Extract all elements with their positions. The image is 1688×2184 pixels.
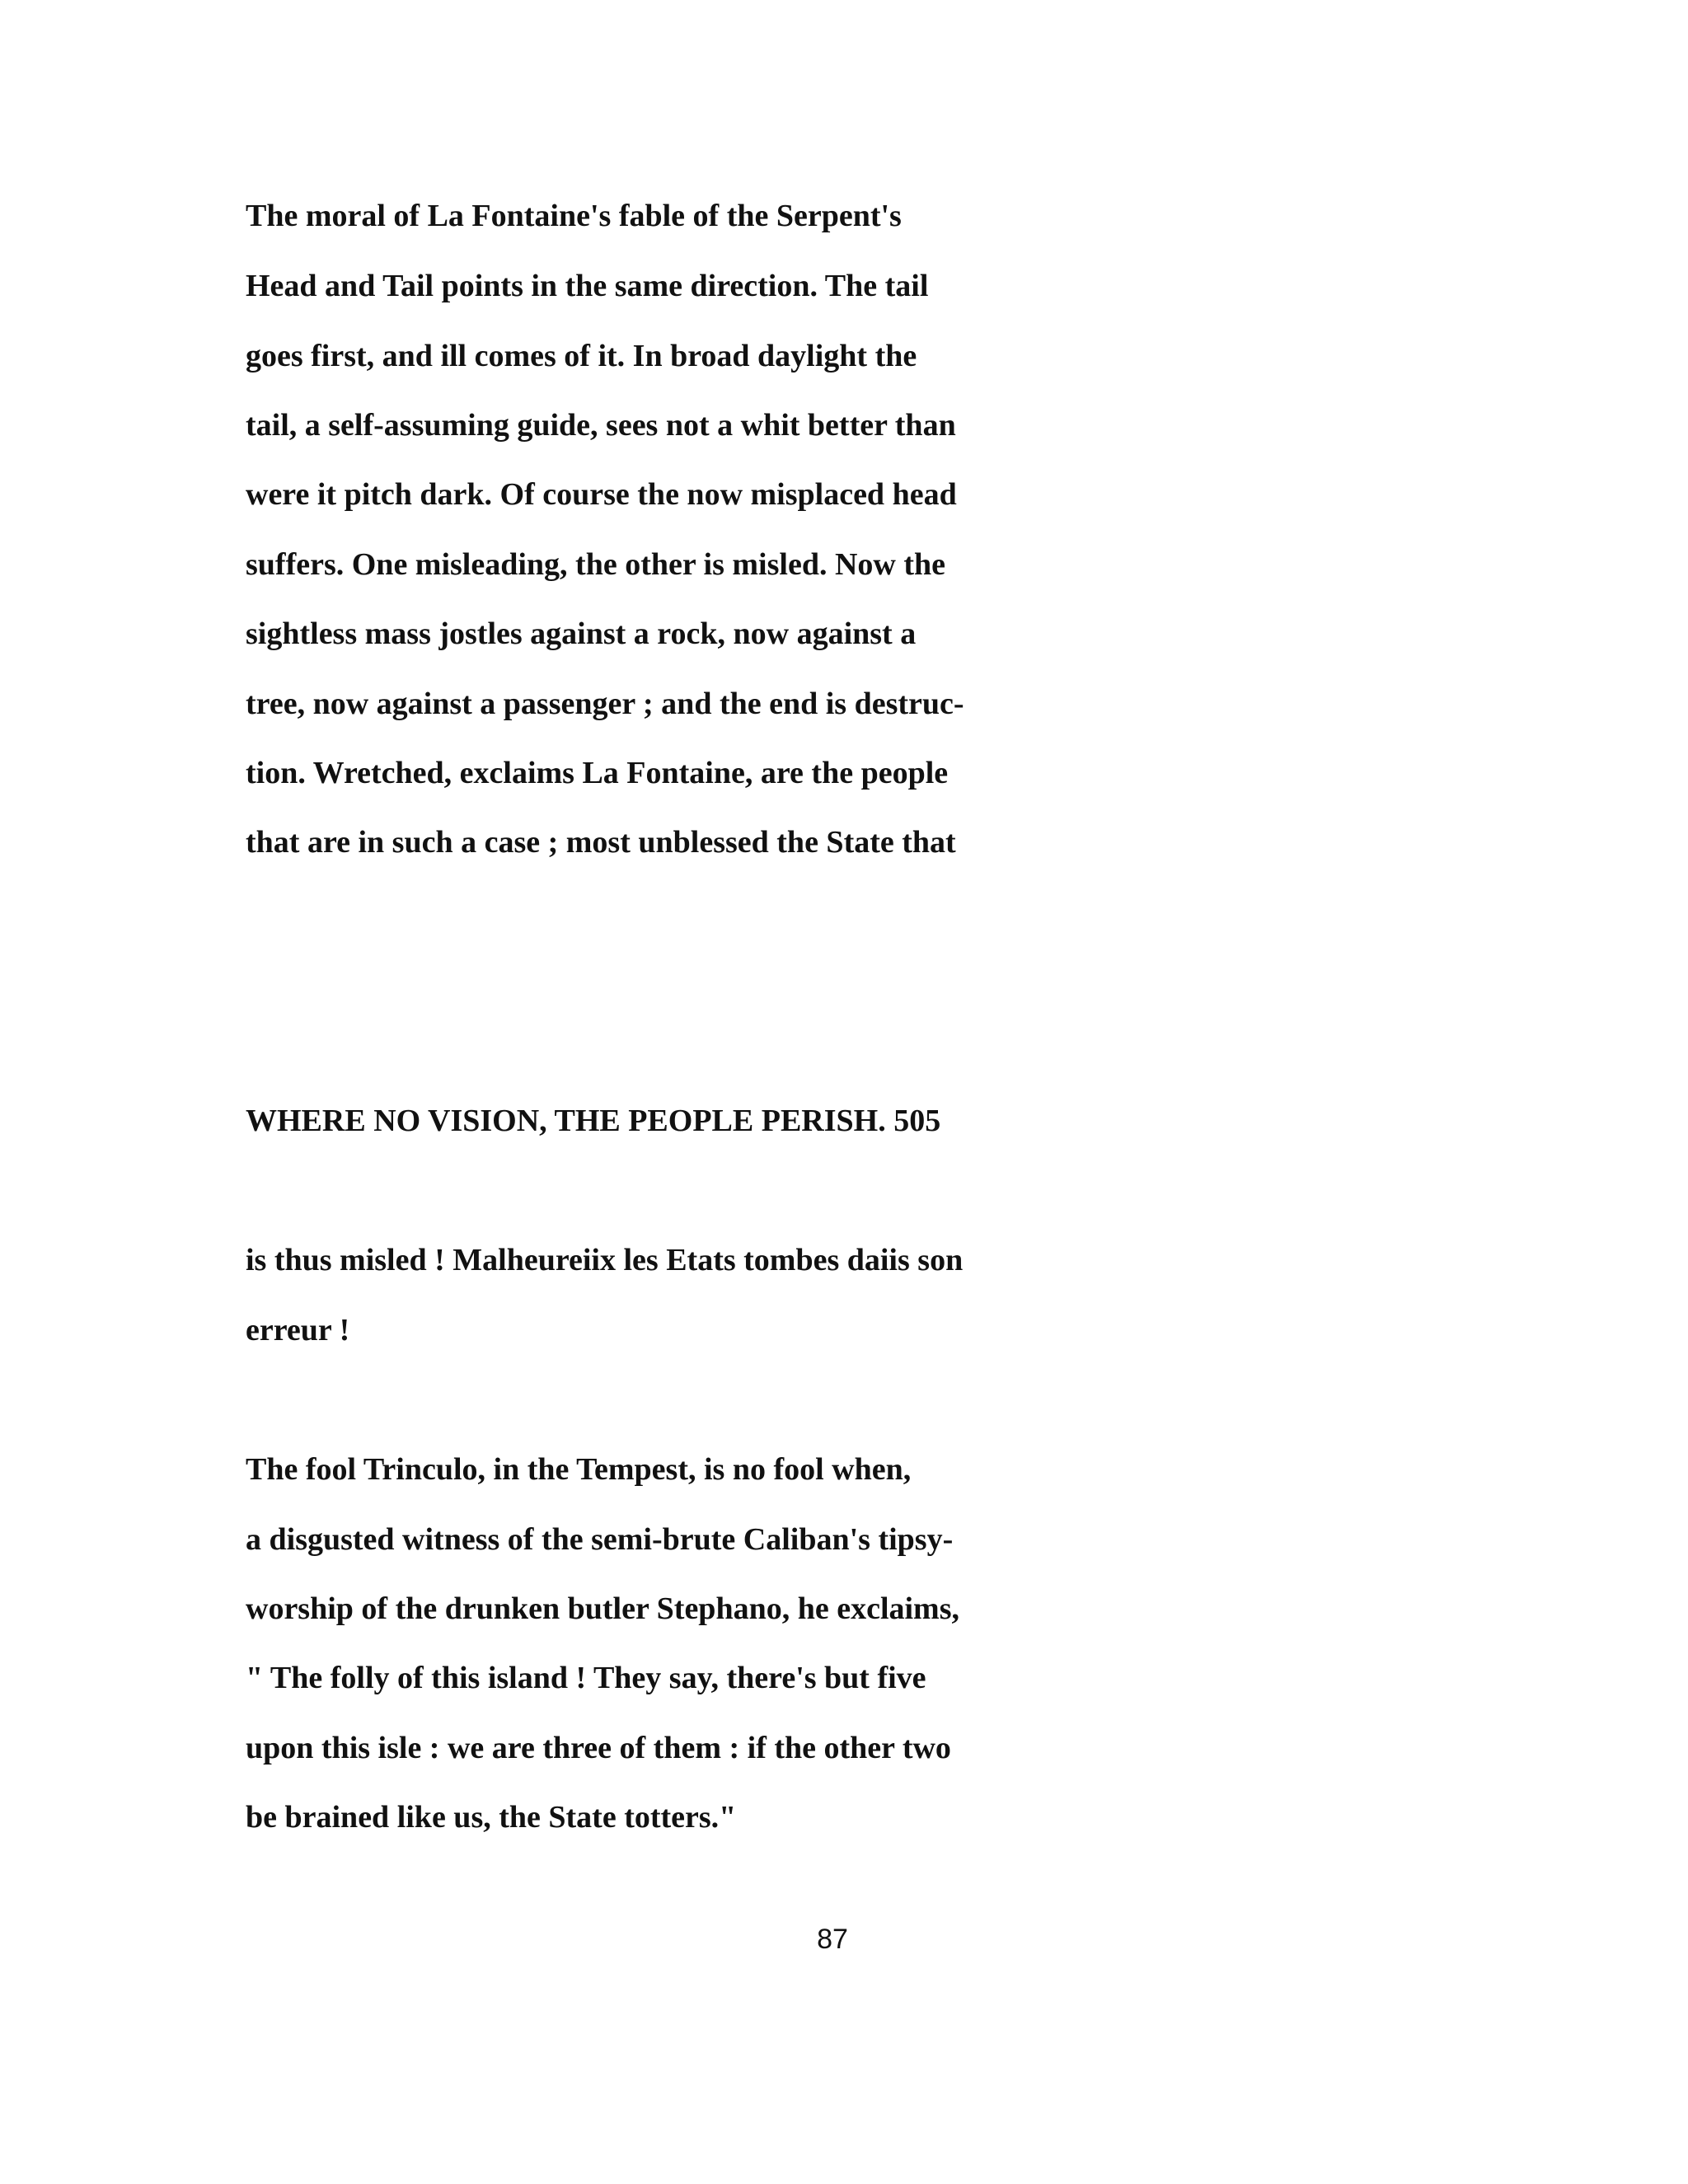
text-line: " The folly of this island ! They say, there's but five	[246, 1661, 926, 1695]
text-line: The moral of La Fontaine's fable of the Serpent's	[246, 199, 902, 233]
text-line: is thus misled ! Malheureiix les Etats tombes daiis son	[246, 1243, 964, 1277]
text-line: erreur !	[246, 1313, 350, 1347]
text-line: were it pitch dark. Of course the now misplaced head	[246, 477, 957, 512]
text-line: that are in such a case ; most unblessed the State that	[246, 825, 956, 860]
text-line: upon this isle : we are three of them : if the other two	[246, 1731, 951, 1765]
running-header: WHERE NO VISION, THE PEOPLE PERISH. 505	[246, 1104, 941, 1138]
text-line: sightless mass jostles against a rock, now against a	[246, 616, 917, 651]
text-line: tail, a self-assuming guide, sees not a whit better than	[246, 408, 956, 443]
text-line: be brained like us, the State totters."	[246, 1800, 737, 1835]
text-line: worship of the drunken butler Stephano, he exclaims,	[246, 1591, 960, 1626]
text-line: a disgusted witness of the semi-brute Caliban's tipsy-	[246, 1522, 954, 1557]
text-line: Head and Tail points in the same direction. The tail	[246, 269, 929, 303]
text-line: goes first, and ill comes of it. In broad daylight the	[246, 339, 917, 373]
text-line: tion. Wretched, exclaims La Fontaine, are the people	[246, 756, 949, 790]
text-line: suffers. One misleading, the other is misled. Now the	[246, 547, 945, 582]
text-line: tree, now against a passenger ; and the end is destruc-	[246, 687, 964, 721]
text-line: The fool Trinculo, in the Tempest, is no fool when,	[246, 1452, 912, 1487]
page-number: 87	[817, 1924, 848, 1955]
